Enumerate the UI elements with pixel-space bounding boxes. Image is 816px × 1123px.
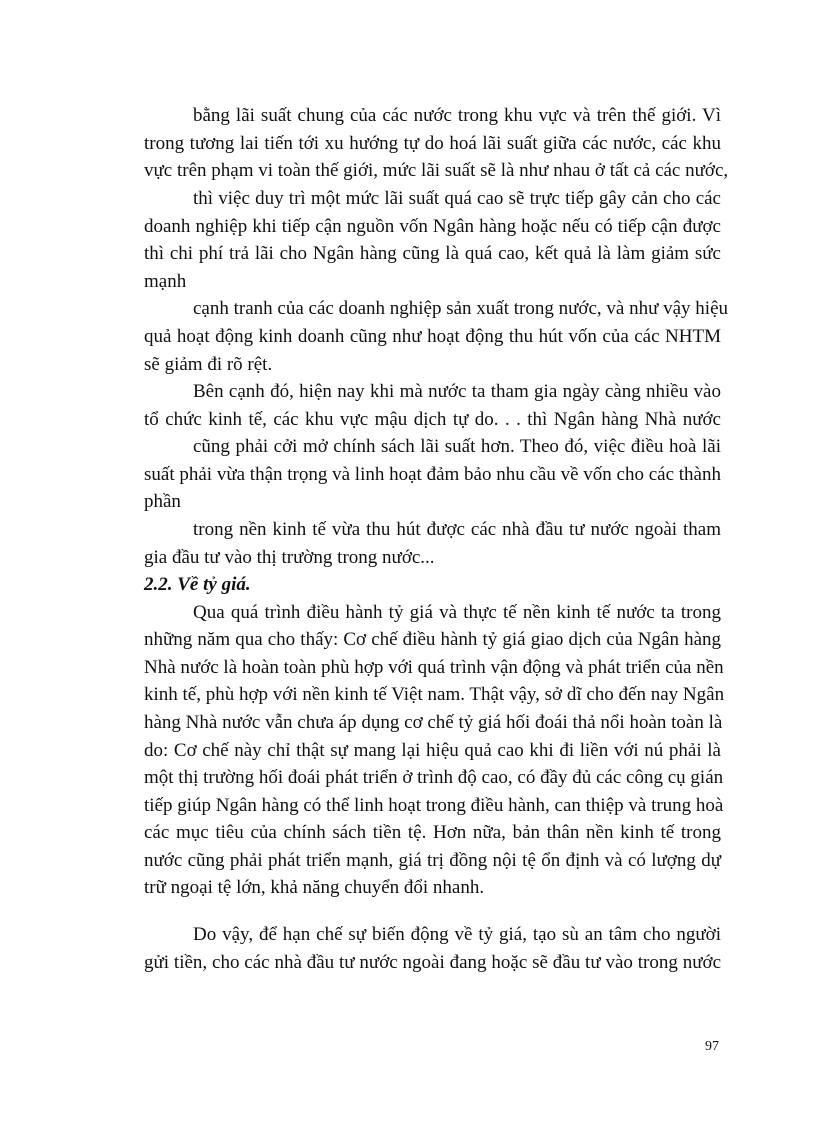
- text-line: một thị trường hối đoái phát triển ở trình độ cao, có đầy đủ các công cụ gián: [144, 767, 724, 788]
- text-line: gia đầu tư vào thị trường trong nước...: [144, 547, 435, 568]
- text-line: phần: [144, 491, 181, 512]
- page-number: 97: [705, 1039, 719, 1054]
- text-line: Do vậy, để hạn chế sự biến động về tỷ giá, tạo sù an tâm cho người: [193, 924, 721, 945]
- text-line: Qua quá trình điều hành tỷ giá và thực tế nền kinh tế nước ta trong: [193, 602, 721, 623]
- text-line: các mục tiêu của chính sách tiền tệ. Hơn nữa, bản thân nền kinh tế trong: [144, 822, 721, 843]
- text-line: kinh tế, phù hợp với nền kinh tế Việt nam. Thật vậy, sở dĩ cho đến nay Ngân: [144, 684, 725, 705]
- text-line: trong tương lai tiến tới xu hướng tự do hoá lãi suất giữa các nước, các khu: [144, 133, 721, 154]
- text-line: cạnh tranh của các doanh nghiệp sản xuất trong nước, và như vậy hiệu: [193, 298, 729, 319]
- text-line: thì chi phí trả lãi cho Ngân hàng cũng là quá cao, kết quả là làm giảm sức: [144, 243, 721, 264]
- text-line: gửi tiền, cho các nhà đầu tư nước ngoài đang hoặc sẽ đầu tư vào trong nước: [144, 952, 721, 973]
- text-line: quả hoạt động kinh doanh cũng như hoạt động thu hút vốn của các NHTM: [144, 326, 721, 347]
- text-line: tổ chức kinh tế, các khu vực mậu dịch tự do. . . thì Ngân hàng Nhà nước: [144, 409, 721, 430]
- text-line: Bên cạnh đó, hiện nay khi mà nước ta tham gia ngày càng nhiều vào: [193, 381, 721, 402]
- section-heading: 2.2. Về tỷ giá.: [144, 574, 251, 595]
- text-line: tiếp giúp Ngân hàng có thể linh hoạt trong điều hành, can thiệp và trung hoà: [144, 795, 724, 816]
- text-line: trong nền kinh tế vừa thu hút được các nhà đầu tư nước ngoài tham: [193, 519, 721, 540]
- text-line: doanh nghiệp khi tiếp cận nguồn vốn Ngân hàng hoặc nếu có tiếp cận được: [144, 216, 721, 237]
- text-line: trữ ngoại tệ lớn, khả năng chuyển đổi nhanh.: [144, 877, 485, 898]
- text-line: mạnh: [144, 271, 187, 292]
- text-line: bằng lãi suất chung của các nước trong khu vực và trên thế giới. Vì: [193, 105, 721, 126]
- text-line: những năm qua cho thấy: Cơ chế điều hành tỷ giá giao dịch của Ngân hàng: [144, 629, 721, 650]
- text-line: vực trên phạm vi toàn thế giới, mức lãi suất sẽ là như nhau ở tất cả các nước,: [144, 160, 729, 181]
- text-line: cũng phải cởi mở chính sách lãi suất hơn. Theo đó, việc điều hoà lãi: [193, 436, 721, 457]
- text-line: thì việc duy trì một mức lãi suất quá cao sẽ trực tiếp gây cản cho các: [193, 188, 721, 209]
- text-line: hàng Nhà nước vẫn chưa áp dụng cơ chế tỷ giá hối đoái thả nổi hoàn toàn là: [144, 712, 723, 733]
- text-line: suất phải vừa thận trọng và linh hoạt đảm bảo nhu cầu về vốn cho các thành: [144, 464, 721, 485]
- text-line: sẽ giảm đi rõ rệt.: [144, 354, 273, 375]
- text-line: Nhà nước là hoàn toàn phù hợp với quá trình vận động và phát triển của nền: [144, 657, 724, 678]
- text-line: do: Cơ chế này chỉ thật sự mang lại hiệu quả cao khi đi liền với nú phải là: [144, 740, 721, 761]
- text-line: nước cũng phải phát triển mạnh, giá trị đồng nội tệ ổn định và có lượng dự: [144, 850, 721, 871]
